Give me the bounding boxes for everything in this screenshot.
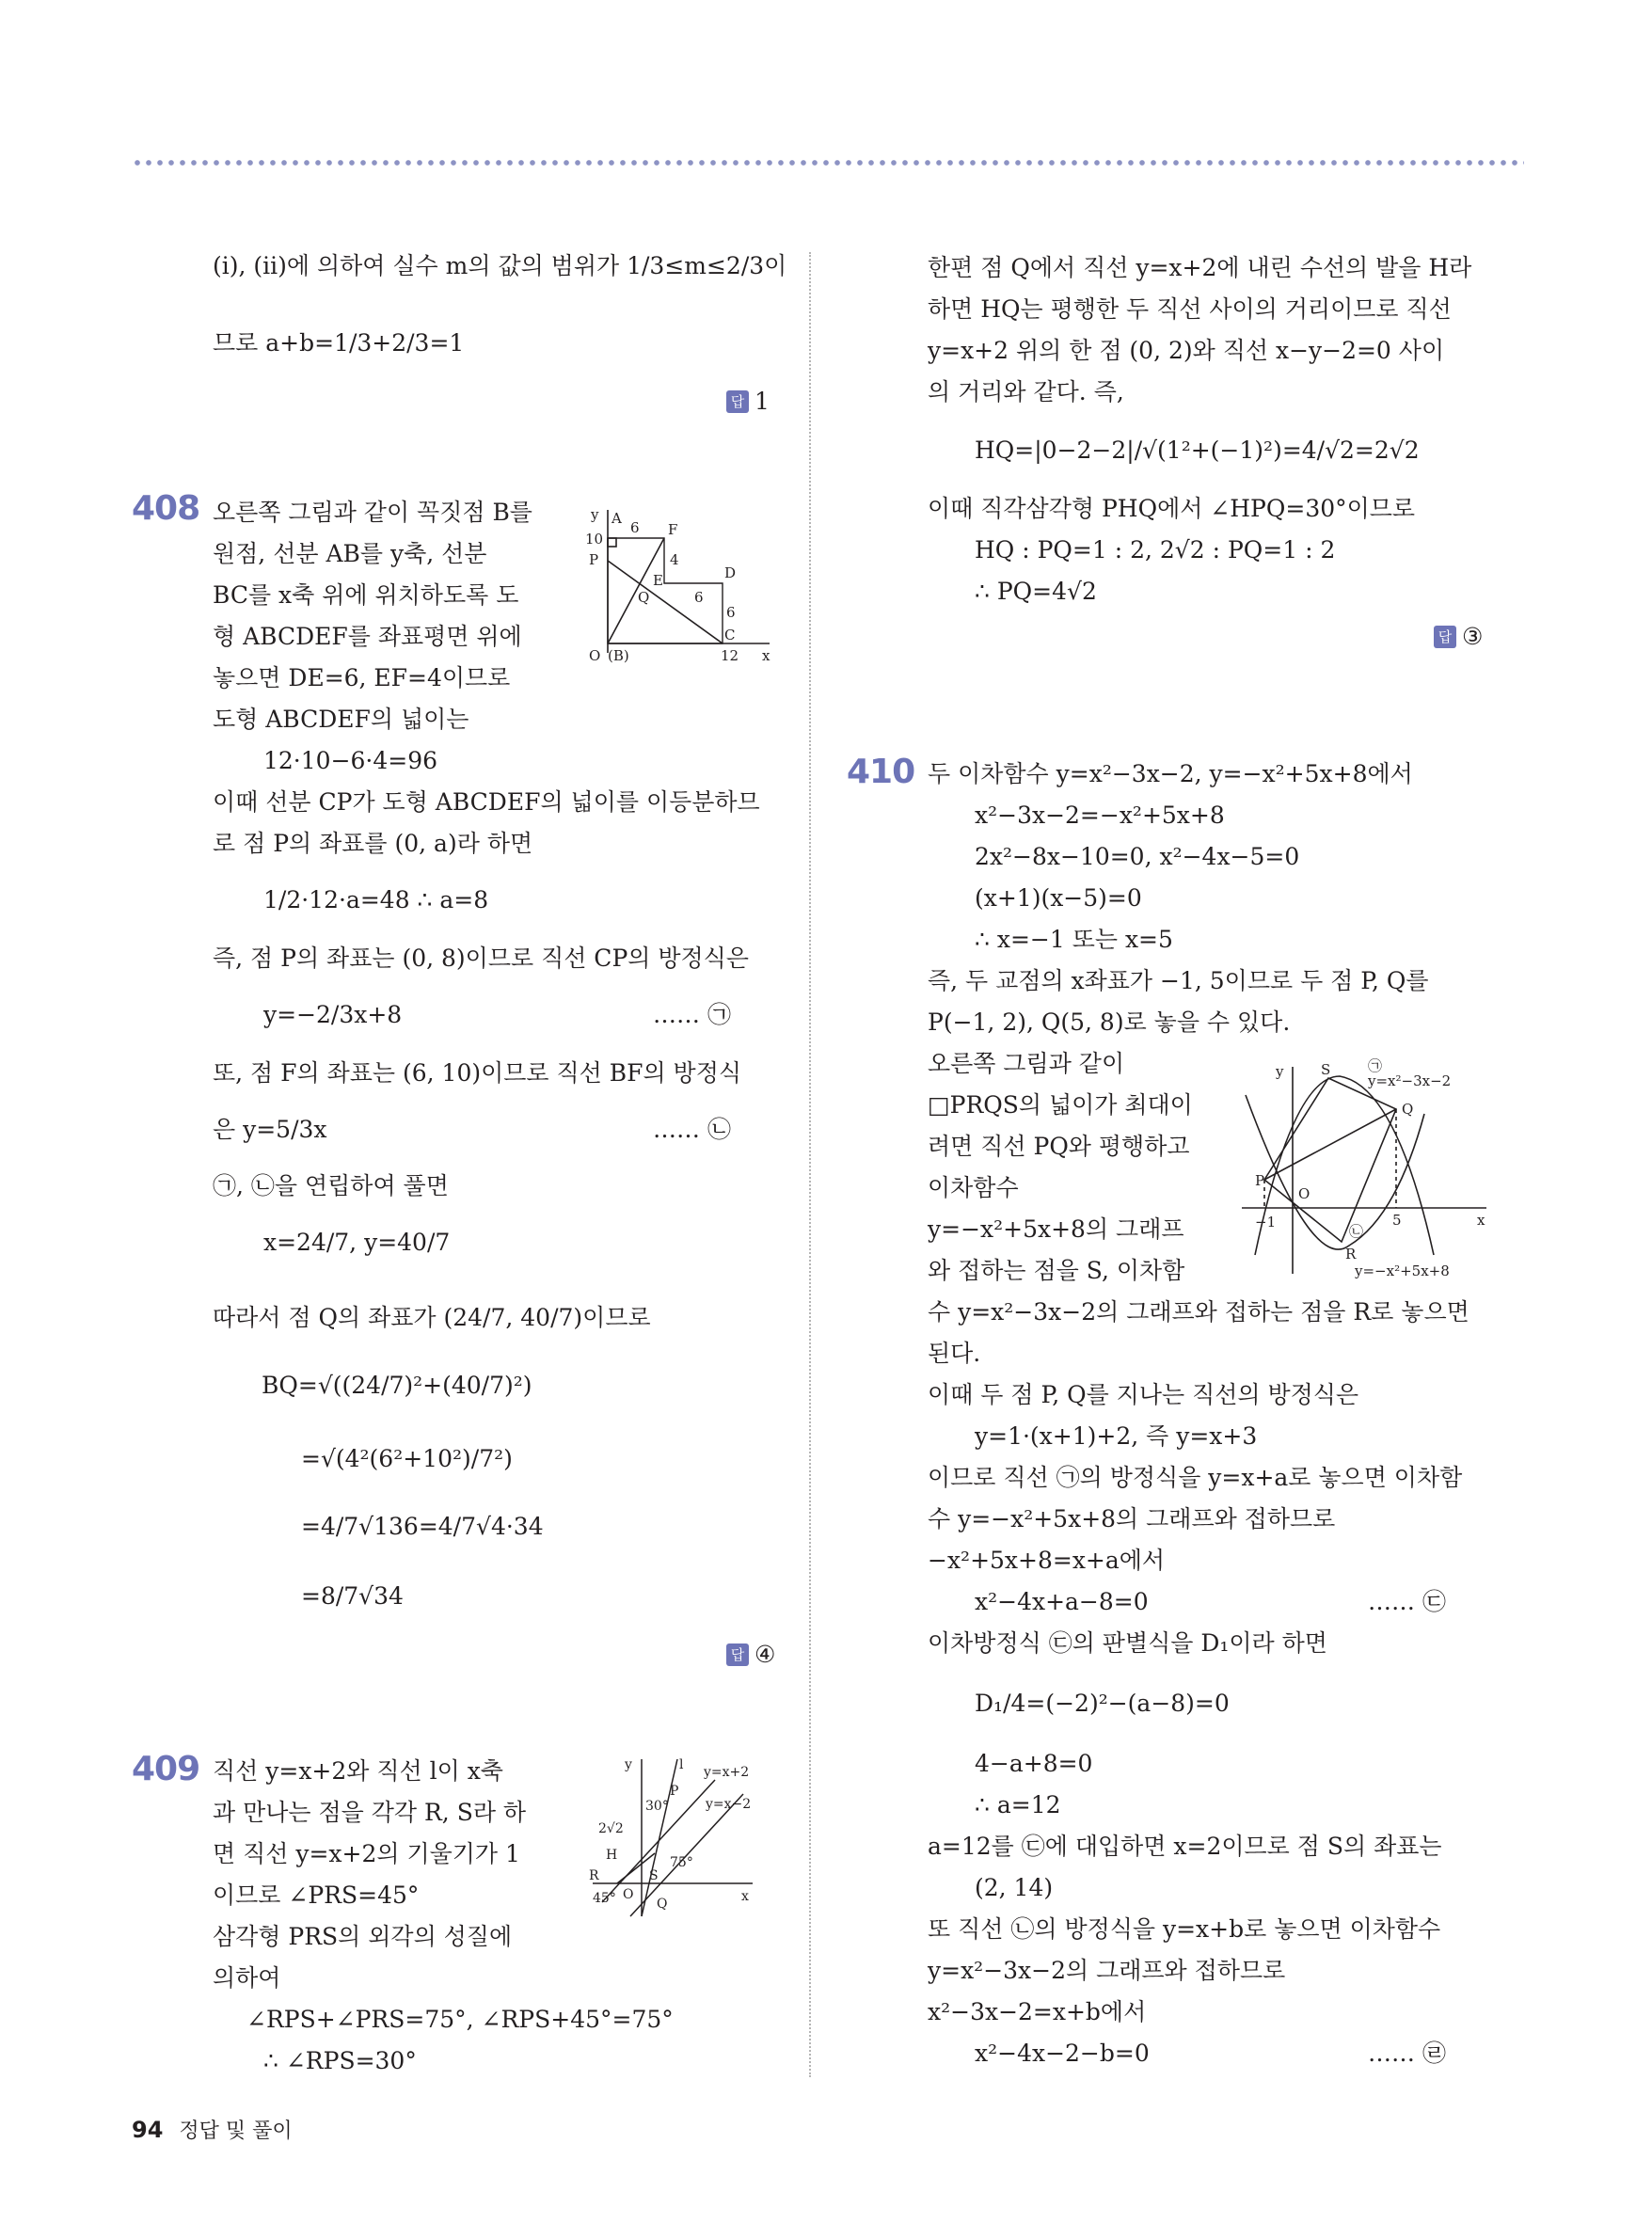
figure-label: y — [591, 506, 599, 523]
figure-label: 5 — [1392, 1212, 1402, 1229]
p409-cont-line: 한편 점 Q에서 직선 y=x+2에 내린 수선의 발을 H라 — [928, 254, 1472, 281]
p408-line: 형 ABCDEF를 좌표평면 위에 — [213, 623, 522, 650]
figure-label: P — [589, 551, 599, 568]
p410-line: y=−x²+5x+8의 그래프 — [928, 1215, 1184, 1243]
p408-line: y=−2/3x+8 — [263, 1001, 403, 1028]
figure-label: y=−x²+5x+8 — [1355, 1262, 1450, 1279]
p409-cont-line: 이때 직각삼각형 PHQ에서 ∠HPQ=30°이므로 — [928, 495, 1416, 522]
p409-line: 삼각형 PRS의 외각의 성질에 — [213, 1923, 513, 1950]
figure-label: R — [589, 1868, 599, 1883]
p409-line: 직선 y=x+2와 직선 l이 x축 — [213, 1757, 503, 1785]
p408-line: 따라서 점 Q의 좌표가 (24/7, 40/7)이므로 — [213, 1304, 651, 1331]
top-dotted-rule — [132, 158, 1524, 167]
figure-label: y=x²−3x−2 — [1368, 1072, 1452, 1089]
page-footer — [132, 2115, 293, 2144]
p410-line: 두 이차함수 y=x²−3x−2, y=−x²+5x+8에서 — [928, 760, 1413, 787]
figure-label: O — [623, 1887, 634, 1902]
p408-line: 오른쪽 그림과 같이 꼭짓점 B를 — [213, 499, 532, 526]
intro-answer — [726, 388, 770, 415]
answer-badge-icon: 답 — [726, 390, 749, 413]
figure-label: 6 — [630, 519, 640, 536]
figure-label: 4 — [670, 551, 679, 568]
figure-label: ㉠ — [1368, 1057, 1383, 1074]
figure-label: l — [679, 1757, 684, 1772]
p409-line: ∴ ∠RPS=30° — [263, 2047, 417, 2074]
figure-label: x — [741, 1889, 749, 1904]
p410-line: (2, 14) — [975, 1874, 1054, 1901]
p410-line: 즉, 두 교점의 x좌표가 −1, 5이므로 두 점 P, Q를 — [928, 967, 1429, 994]
figure-label: Q — [1402, 1101, 1414, 1118]
p410-line: 2x²−8x−10=0, x²−4x−5=0 — [975, 843, 1300, 870]
answer-value: ③ — [1462, 623, 1484, 650]
figure-label: P — [670, 1784, 679, 1799]
figure-label: 2√2 — [598, 1821, 624, 1836]
p409-cont-line: HQ=|0−2−2|/√(1²+(−1)²)=4/√2=2√2 — [975, 437, 1420, 464]
problem-number-410: 410 — [847, 753, 915, 791]
problem-number-408: 408 — [132, 489, 200, 528]
figure-label: y — [625, 1757, 632, 1772]
equation-mark: …… ㉣ — [1368, 2040, 1446, 2067]
p409-line: 이므로 ∠PRS=45° — [213, 1882, 420, 1909]
figure-label: C — [724, 627, 736, 643]
p410-line: y=1·(x+1)+2, 즉 y=x+3 — [975, 1422, 1258, 1450]
p408-line: 로 점 P의 좌표를 (0, a)라 하면 — [213, 830, 533, 857]
figure-label: 45° — [593, 1891, 616, 1906]
figure-label: H — [606, 1848, 618, 1863]
figure-label: 12 — [721, 647, 739, 664]
figure-label: F — [668, 521, 678, 538]
p410-line: ∴ x=−1 또는 x=5 — [975, 926, 1173, 953]
p410-line: y=x²−3x−2의 그래프와 접하므로 — [928, 1957, 1286, 1984]
figure-label: P — [1255, 1172, 1265, 1189]
p410-line: a=12를 ㉢에 대입하면 x=2이므로 점 S의 좌표는 — [928, 1833, 1442, 1860]
figure-409 — [583, 1752, 781, 1921]
p408-answer — [726, 1641, 775, 1668]
answer-badge-icon: 답 — [1434, 626, 1456, 648]
p410-line: 이때 두 점 P, Q를 지나는 직선의 방정식은 — [928, 1381, 1359, 1408]
p410-line: 와 접하는 점을 S, 이차함 — [928, 1257, 1185, 1284]
problem-number-409: 409 — [132, 1750, 200, 1788]
figure-label: 10 — [585, 531, 604, 548]
figure-label: ㉡ — [1349, 1223, 1364, 1240]
p408-line: 1/2·12·a=48 ∴ a=8 — [263, 886, 489, 913]
intro-text: (ⅰ), (ⅱ)에 의하여 실수 m의 값의 범위가 1/3≤m≤2/3이 — [213, 252, 787, 279]
p410-line: 이차방정식 ㉢의 판별식을 D₁이라 하면 — [928, 1629, 1327, 1657]
p409-cont-line: y=x+2 위의 한 점 (0, 2)와 직선 x−y−2=0 사이 — [928, 337, 1445, 364]
p410-line: 려면 직선 PQ와 평행하고 — [928, 1133, 1190, 1160]
p410-line: x²−3x−2=x+b에서 — [928, 1998, 1147, 2025]
equation-mark: …… ㉠ — [653, 1001, 731, 1028]
equation-mark: …… ㉢ — [1368, 1588, 1446, 1615]
answer-value: 1 — [755, 388, 770, 415]
figure-label: A — [612, 510, 622, 527]
p408-line: ㉠, ㉡을 연립하여 풀면 — [213, 1172, 449, 1199]
figure-label: E — [653, 572, 663, 589]
p408-line: 은 y=5/3x — [213, 1116, 327, 1143]
figure-label: O — [1298, 1185, 1310, 1202]
p409-cont-line: HQ : PQ=1 : 2, 2√2 : PQ=1 : 2 — [975, 536, 1336, 564]
figure-label: y — [1276, 1063, 1284, 1080]
p410-line: x²−4x−2−b=0 — [975, 2040, 1150, 2067]
p408-line: 12·10−6·4=96 — [263, 747, 438, 774]
column-divider — [809, 252, 811, 2077]
equation-mark: …… ㉡ — [653, 1116, 731, 1143]
p408-line: 이때 선분 CP가 도형 ABCDEF의 넓이를 이등분하므 — [213, 788, 760, 816]
p410-line: 오른쪽 그림과 같이 — [928, 1050, 1125, 1077]
figure-label: Q — [657, 1897, 668, 1912]
p410-line: 4−a+8=0 — [975, 1750, 1093, 1777]
p410-line: D₁/4=(−2)²−(a−8)=0 — [975, 1690, 1230, 1717]
figure-label: (B) — [608, 647, 629, 664]
p409-cont-line: 의 거리와 같다. 즉, — [928, 378, 1124, 405]
figure-label: 75° — [670, 1855, 693, 1870]
figure-label: y=x−2 — [706, 1797, 752, 1812]
answer-value: ④ — [755, 1641, 776, 1668]
p408-line: BQ=√((24/7)²+(40/7)²) — [262, 1372, 532, 1399]
p408-line: 놓으면 DE=6, EF=4이므로 — [213, 664, 511, 691]
figure-label: D — [724, 564, 737, 581]
intro-text: 므로 a+b=1/3+2/3=1 — [213, 329, 465, 357]
p409-cont-line: ∴ PQ=4√2 — [975, 578, 1097, 605]
figure-label: y=x+2 — [704, 1765, 750, 1780]
figure-label: S — [649, 1868, 659, 1883]
p409-cont-line: 하면 HQ는 평행한 두 직선 사이의 거리이므로 직선 — [928, 295, 1452, 323]
p408-line: x=24/7, y=40/7 — [263, 1229, 451, 1256]
figure-label: S — [1321, 1061, 1331, 1078]
answer-badge-icon: 답 — [726, 1643, 749, 1666]
p408-line: =√(4²(6²+10²)/7²) — [301, 1445, 513, 1472]
p409-answer — [1434, 623, 1483, 650]
p410-line: 이므로 직선 ㉠의 방정식을 y=x+a로 놓으면 이차함 — [928, 1464, 1463, 1491]
p409-line: ∠RPS+∠PRS=75°, ∠RPS+45°=75° — [246, 2006, 674, 2033]
p408-line: =8/7√34 — [301, 1582, 404, 1610]
p410-line: (x+1)(x−5)=0 — [975, 884, 1142, 912]
intro-line-2 — [213, 327, 464, 359]
figure-label: 30° — [645, 1799, 669, 1814]
p408-line: 원점, 선분 AB를 y축, 선분 — [213, 540, 487, 567]
p409-line: 면 직선 y=x+2의 기울기가 1 — [213, 1840, 520, 1867]
figure-label: 6 — [694, 589, 704, 606]
p409-line: 의하여 — [213, 1964, 281, 1992]
p410-line: 이차함수 — [928, 1174, 1019, 1201]
figure-label: Q — [638, 589, 650, 606]
p410-line: x²−3x−2=−x²+5x+8 — [975, 802, 1225, 829]
p410-line: 수 y=x²−3x−2의 그래프와 접하는 점을 R로 놓으면 — [928, 1298, 1469, 1326]
figure-label: R — [1345, 1246, 1357, 1262]
figure-label: x — [762, 647, 770, 664]
p408-line: BC를 x축 위에 위치하도록 도 — [213, 581, 519, 609]
p409-line: 과 만나는 점을 각각 R, S라 하 — [213, 1799, 527, 1826]
p408-line: 또, 점 F의 좌표는 (6, 10)이므로 직선 BF의 방정식 — [213, 1059, 742, 1087]
p408-line: 도형 ABCDEF의 넓이는 — [213, 706, 469, 733]
page-number: 94 — [132, 2117, 164, 2143]
p410-line: 또 직선 ㉡의 방정식을 y=x+b로 놓으면 이차함수 — [928, 1915, 1441, 1943]
figure-label: 6 — [726, 604, 736, 621]
p410-line: 된다. — [928, 1340, 981, 1367]
p410-line: P(−1, 2), Q(5, 8)로 놓을 수 있다. — [928, 1008, 1291, 1036]
p408-line: 즉, 점 P의 좌표는 (0, 8)이므로 직선 CP의 방정식은 — [213, 945, 749, 972]
figure-408 — [581, 502, 779, 672]
p408-line: =4/7√136=4/7√4·34 — [301, 1513, 544, 1540]
figure-label: −1 — [1255, 1214, 1277, 1231]
p410-line: −x²+5x+8=x+a에서 — [928, 1547, 1166, 1574]
figure-410 — [1236, 1057, 1492, 1283]
p410-line: ∴ a=12 — [975, 1791, 1061, 1818]
figure-label: x — [1477, 1212, 1485, 1229]
p410-line: x²−4x+a−8=0 — [975, 1588, 1149, 1615]
p410-line: □PRQS의 넓이가 최대이 — [928, 1091, 1193, 1119]
p410-line: 수 y=−x²+5x+8의 그래프와 접하므로 — [928, 1505, 1336, 1532]
figure-label: O — [589, 647, 601, 664]
intro-line-1 — [213, 250, 786, 282]
footer-label: 정답 및 풀이 — [179, 2120, 293, 2143]
